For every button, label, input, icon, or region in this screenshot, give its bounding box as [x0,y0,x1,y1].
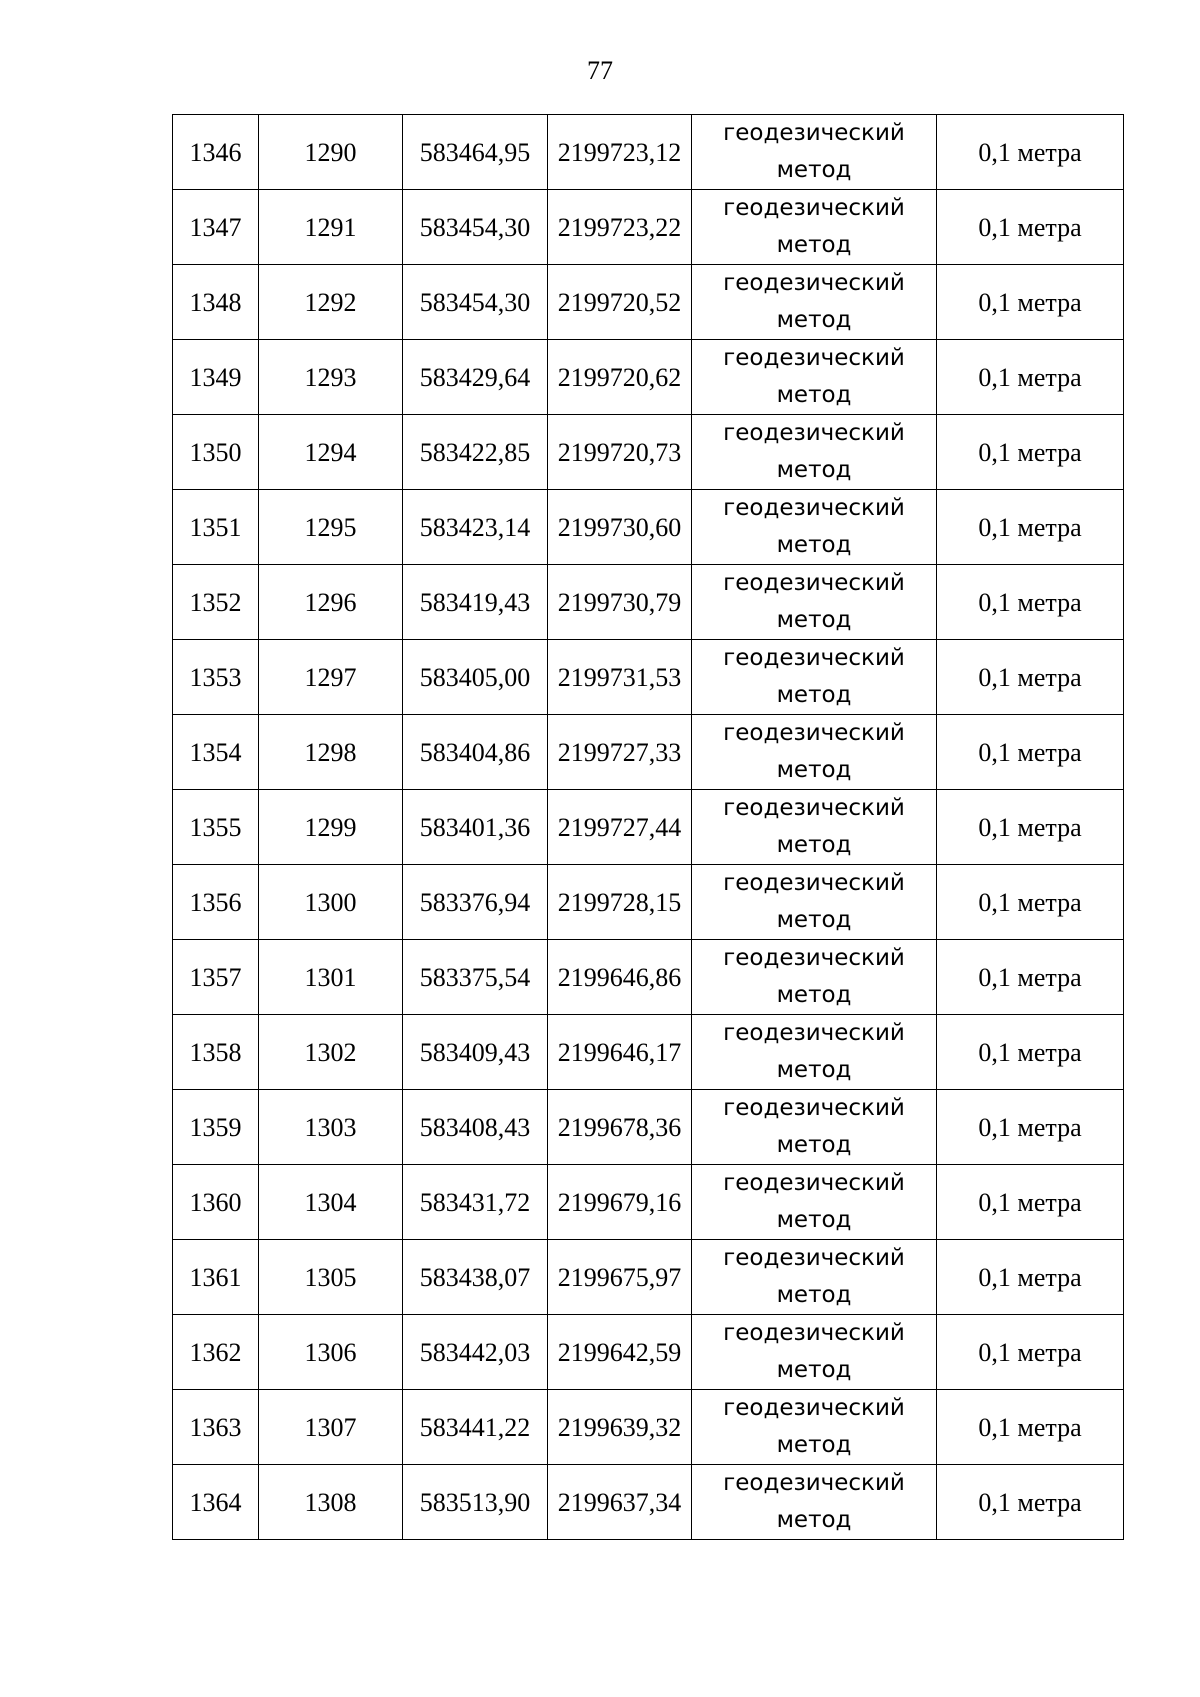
point-number-cell: 1353 [173,640,259,715]
accuracy-cell: 0,1 метра [937,715,1124,790]
method-cell [692,940,937,1015]
x-coordinate-cell: 583408,43 [403,1090,548,1165]
accuracy-cell: 0,1 метра [937,1465,1124,1540]
method-cell [692,490,937,565]
table-row [173,940,1124,1015]
method-line-1: геодезический [723,195,905,221]
x-coordinate-cell: 583409,43 [403,1015,548,1090]
table-row [173,1465,1124,1540]
accuracy-cell: 0,1 метра [937,565,1124,640]
method-cell [692,415,937,490]
method-line-2: метод [776,157,852,183]
table-row [173,115,1124,190]
method-line-1: геодезический [723,570,905,596]
point-index-cell: 1304 [259,1165,403,1240]
point-number-cell: 1360 [173,1165,259,1240]
method-line-2: метод [776,1357,852,1383]
method-line-1: геодезический [723,1095,905,1121]
method-cell [692,715,937,790]
accuracy-cell: 0,1 метра [937,640,1124,715]
point-number-cell: 1354 [173,715,259,790]
x-coordinate-cell: 583431,72 [403,1165,548,1240]
page-number: 77 [587,56,613,85]
x-coordinate-cell: 583405,00 [403,640,548,715]
point-index-cell: 1293 [259,340,403,415]
y-coordinate-cell: 2199678,36 [548,1090,692,1165]
table-row [173,1090,1124,1165]
table-row [173,415,1124,490]
point-index-cell: 1302 [259,1015,403,1090]
method-line-2: метод [776,457,852,483]
y-coordinate-cell: 2199720,73 [548,415,692,490]
accuracy-cell: 0,1 метра [937,1090,1124,1165]
coordinates-table-body [173,115,1124,1540]
method-cell [692,1465,937,1540]
x-coordinate-cell: 583401,36 [403,790,548,865]
y-coordinate-cell: 2199723,22 [548,190,692,265]
x-coordinate-cell: 583429,64 [403,340,548,415]
point-number-cell: 1352 [173,565,259,640]
y-coordinate-cell: 2199642,59 [548,1315,692,1390]
y-coordinate-cell: 2199639,32 [548,1390,692,1465]
point-index-cell: 1292 [259,265,403,340]
method-line-1: геодезический [723,870,905,896]
table-row [173,640,1124,715]
method-cell [692,565,937,640]
table-row [173,565,1124,640]
method-line-2: метод [776,532,852,558]
table-row [173,265,1124,340]
table-row [173,490,1124,565]
method-line-2: метод [776,682,852,708]
point-index-cell: 1308 [259,1465,403,1540]
method-cell [692,1090,937,1165]
method-line-1: геодезический [723,1320,905,1346]
method-cell [692,1015,937,1090]
table-row [173,1240,1124,1315]
point-number-cell: 1362 [173,1315,259,1390]
method-line-1: геодезический [723,795,905,821]
method-line-1: геодезический [723,720,905,746]
point-index-cell: 1290 [259,115,403,190]
y-coordinate-cell: 2199728,15 [548,865,692,940]
y-coordinate-cell: 2199646,86 [548,940,692,1015]
x-coordinate-cell: 583404,86 [403,715,548,790]
method-line-2: метод [776,832,852,858]
x-coordinate-cell: 583423,14 [403,490,548,565]
method-line-2: метод [776,232,852,258]
method-line-1: геодезический [723,120,905,146]
method-line-1: геодезический [723,495,905,521]
method-line-2: метод [776,982,852,1008]
method-cell [692,115,937,190]
point-number-cell: 1349 [173,340,259,415]
table-row [173,790,1124,865]
accuracy-cell: 0,1 метра [937,340,1124,415]
method-line-2: метод [776,1507,852,1533]
method-line-2: метод [776,307,852,333]
point-index-cell: 1301 [259,940,403,1015]
point-index-cell: 1303 [259,1090,403,1165]
accuracy-cell: 0,1 метра [937,190,1124,265]
method-cell [692,1390,937,1465]
point-index-cell: 1306 [259,1315,403,1390]
y-coordinate-cell: 2199646,17 [548,1015,692,1090]
method-line-1: геодезический [723,1245,905,1271]
point-number-cell: 1351 [173,490,259,565]
accuracy-cell: 0,1 метра [937,790,1124,865]
point-index-cell: 1300 [259,865,403,940]
point-number-cell: 1348 [173,265,259,340]
method-line-1: геодезический [723,420,905,446]
x-coordinate-cell: 583422,85 [403,415,548,490]
y-coordinate-cell: 2199730,60 [548,490,692,565]
method-cell [692,340,937,415]
accuracy-cell: 0,1 метра [937,490,1124,565]
y-coordinate-cell: 2199727,33 [548,715,692,790]
table-row [173,1165,1124,1240]
point-index-cell: 1291 [259,190,403,265]
method-cell [692,865,937,940]
point-index-cell: 1307 [259,1390,403,1465]
table-row [173,340,1124,415]
method-cell [692,1240,937,1315]
accuracy-cell: 0,1 метра [937,1240,1124,1315]
point-number-cell: 1364 [173,1465,259,1540]
method-line-1: геодезический [723,1395,905,1421]
accuracy-cell: 0,1 метра [937,115,1124,190]
point-index-cell: 1295 [259,490,403,565]
accuracy-cell: 0,1 метра [937,940,1124,1015]
accuracy-cell: 0,1 метра [937,1165,1124,1240]
y-coordinate-cell: 2199679,16 [548,1165,692,1240]
accuracy-cell: 0,1 метра [937,1390,1124,1465]
method-line-1: геодезический [723,270,905,296]
x-coordinate-cell: 583464,95 [403,115,548,190]
table-row [173,865,1124,940]
x-coordinate-cell: 583376,94 [403,865,548,940]
method-line-1: геодезический [723,1170,905,1196]
x-coordinate-cell: 583419,43 [403,565,548,640]
y-coordinate-cell: 2199727,44 [548,790,692,865]
method-line-1: геодезический [723,1470,905,1496]
coordinates-table [172,114,1124,1540]
method-line-2: метод [776,1282,852,1308]
method-cell [692,265,937,340]
point-number-cell: 1355 [173,790,259,865]
point-number-cell: 1346 [173,115,259,190]
point-index-cell: 1298 [259,715,403,790]
x-coordinate-cell: 583513,90 [403,1465,548,1540]
y-coordinate-cell: 2199731,53 [548,640,692,715]
method-line-1: геодезический [723,945,905,971]
point-index-cell: 1297 [259,640,403,715]
point-index-cell: 1299 [259,790,403,865]
x-coordinate-cell: 583441,22 [403,1390,548,1465]
y-coordinate-cell: 2199730,79 [548,565,692,640]
method-line-1: геодезический [723,1020,905,1046]
table-row [173,1390,1124,1465]
method-line-2: метод [776,382,852,408]
y-coordinate-cell: 2199723,12 [548,115,692,190]
x-coordinate-cell: 583438,07 [403,1240,548,1315]
y-coordinate-cell: 2199675,97 [548,1240,692,1315]
method-line-2: метод [776,607,852,633]
accuracy-cell: 0,1 метра [937,265,1124,340]
point-number-cell: 1359 [173,1090,259,1165]
accuracy-cell: 0,1 метра [937,1315,1124,1390]
point-number-cell: 1350 [173,415,259,490]
point-number-cell: 1347 [173,190,259,265]
y-coordinate-cell: 2199637,34 [548,1465,692,1540]
point-index-cell: 1296 [259,565,403,640]
method-cell [692,790,937,865]
method-line-1: геодезический [723,345,905,371]
method-line-2: метод [776,757,852,783]
method-cell [692,1165,937,1240]
point-index-cell: 1305 [259,1240,403,1315]
method-line-2: метод [776,1207,852,1233]
table-row [173,715,1124,790]
method-line-2: метод [776,1057,852,1083]
table-row [173,1015,1124,1090]
point-number-cell: 1357 [173,940,259,1015]
method-cell [692,1315,937,1390]
x-coordinate-cell: 583454,30 [403,265,548,340]
y-coordinate-cell: 2199720,52 [548,265,692,340]
method-line-1: геодезический [723,645,905,671]
method-line-2: метод [776,1432,852,1458]
accuracy-cell: 0,1 метра [937,1015,1124,1090]
accuracy-cell: 0,1 метра [937,415,1124,490]
point-number-cell: 1356 [173,865,259,940]
point-index-cell: 1294 [259,415,403,490]
accuracy-cell: 0,1 метра [937,865,1124,940]
method-line-2: метод [776,1132,852,1158]
x-coordinate-cell: 583375,54 [403,940,548,1015]
method-line-2: метод [776,907,852,933]
table-row [173,190,1124,265]
x-coordinate-cell: 583442,03 [403,1315,548,1390]
point-number-cell: 1363 [173,1390,259,1465]
point-number-cell: 1358 [173,1015,259,1090]
point-number-cell: 1361 [173,1240,259,1315]
method-cell [692,640,937,715]
method-cell [692,190,937,265]
y-coordinate-cell: 2199720,62 [548,340,692,415]
x-coordinate-cell: 583454,30 [403,190,548,265]
table-row [173,1315,1124,1390]
